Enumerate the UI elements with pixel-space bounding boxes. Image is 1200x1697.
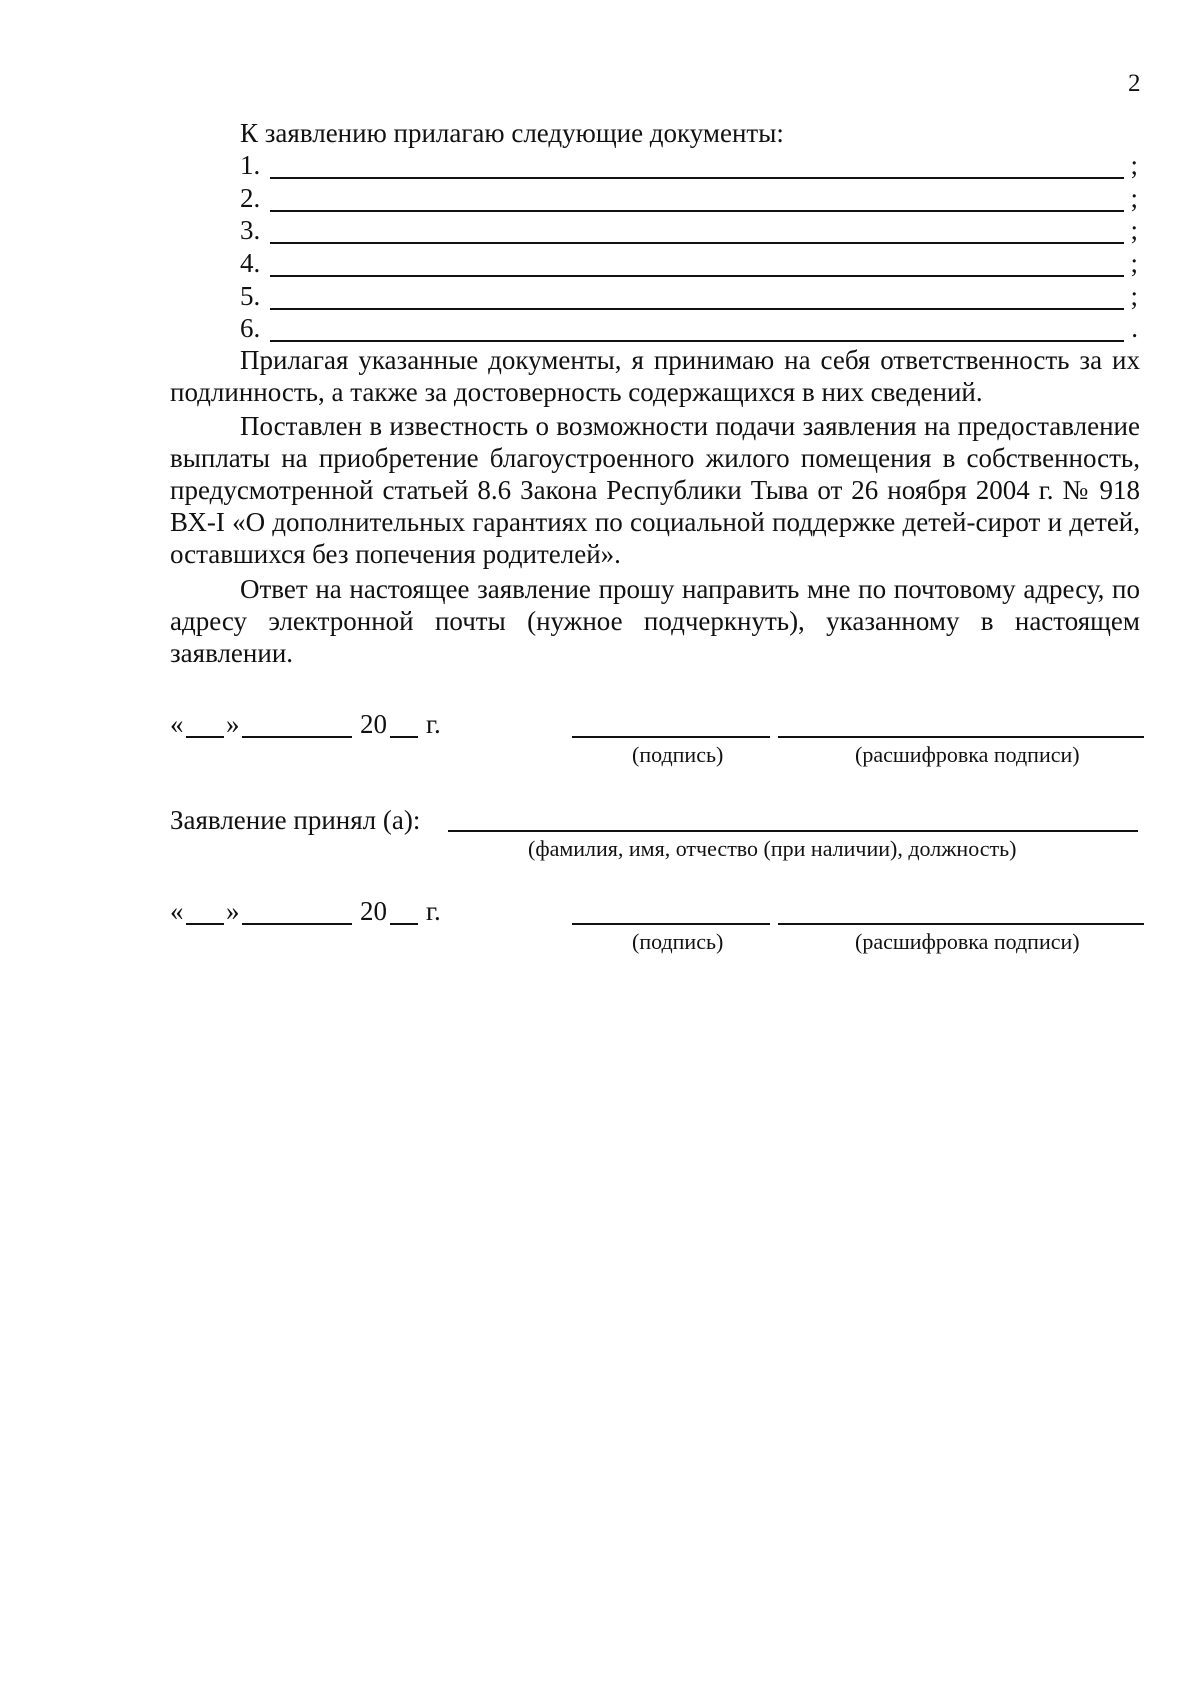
attachment-item-2 — [240, 183, 1138, 213]
day-field[interactable] — [186, 923, 224, 925]
attachment-item-field[interactable] — [270, 308, 1124, 310]
attachment-item-punctuation: ; — [1130, 183, 1138, 213]
year-field[interactable] — [390, 736, 418, 738]
date-open-quote: « — [170, 896, 184, 926]
signature-caption: (подпись) — [632, 929, 724, 954]
signature-field[interactable] — [572, 736, 770, 738]
attachment-item-6 — [240, 313, 1138, 343]
attachment-item-punctuation: ; — [1130, 248, 1138, 278]
attachment-item-number: 1. — [240, 150, 261, 180]
signature-field[interactable] — [572, 923, 770, 925]
attachment-item-field[interactable] — [270, 210, 1124, 212]
attachment-item-4 — [240, 248, 1138, 278]
day-field[interactable] — [186, 736, 224, 738]
page-number: 2 — [1128, 70, 1141, 97]
signature-decoding-caption: (расшифровка подписи) — [855, 929, 1080, 954]
attachment-item-number: 4. — [240, 248, 261, 278]
signature-caption: (подпись) — [632, 742, 724, 767]
attachment-item-number: 6. — [240, 313, 261, 343]
attachment-item-number: 3. — [240, 215, 261, 245]
signature-decoding-caption: (расшифровка подписи) — [855, 742, 1080, 767]
accepted-by-field[interactable] — [448, 830, 1138, 832]
accepted-by-label: Заявление принял (а): — [170, 805, 421, 835]
attachment-item-5 — [240, 281, 1138, 311]
attachment-item-punctuation: ; — [1130, 215, 1138, 245]
attachment-item-field[interactable] — [270, 340, 1124, 342]
attachments-heading: К заявлению прилагаю следующие документы: — [240, 118, 784, 148]
date-close-quote: » — [226, 709, 240, 739]
year-field[interactable] — [390, 923, 418, 925]
attachment-item-1 — [240, 150, 1138, 180]
attachment-item-3 — [240, 215, 1138, 245]
year-suffix: г. — [426, 709, 441, 739]
attachment-item-number: 2. — [240, 183, 261, 213]
month-field[interactable] — [242, 736, 352, 738]
attachment-item-punctuation: ; — [1130, 150, 1138, 180]
year-prefix: 20 — [360, 709, 387, 739]
reply-paragraph: Ответ на настоящее заявление прошу направить мне по почтовому адресу, по адресу электронной почты (нужное подчеркнуть), указанному в настоящем заявлении. — [170, 574, 1140, 668]
responsibility-paragraph: Прилагая указанные документы, я принимаю на себя ответственность за их подлинность, а также за достоверность содержащихся в них сведений. — [170, 345, 1140, 407]
year-prefix: 20 — [360, 896, 387, 926]
signature-decoding-field[interactable] — [778, 736, 1144, 738]
attachment-item-number: 5. — [240, 281, 261, 311]
attachment-item-field[interactable] — [270, 242, 1124, 244]
date-open-quote: « — [170, 709, 184, 739]
month-field[interactable] — [242, 923, 352, 925]
year-suffix: г. — [426, 896, 441, 926]
attachment-item-field[interactable] — [270, 275, 1124, 277]
signature-decoding-field[interactable] — [778, 923, 1144, 925]
attachment-item-field[interactable] — [270, 177, 1124, 179]
accepted-by-caption: (фамилия, имя, отчество (при наличии), должность) — [528, 836, 1017, 861]
date-close-quote: » — [226, 896, 240, 926]
attachment-item-punctuation: ; — [1130, 281, 1138, 311]
notice-paragraph: Поставлен в известность о возможности подачи заявления на предоставление выплаты на приобретение благоустроенного жилого помещения в собственность, предусмотренной статьей 8.6 Закона Республики Тыва от 26 ноября 2004 г. № 918 ВХ-I «О дополнительных гарантиях по социальной поддержке детей-сирот и детей, оставшихся без попечения родителей». — [170, 411, 1140, 569]
attachment-item-punctuation: . — [1131, 313, 1138, 343]
